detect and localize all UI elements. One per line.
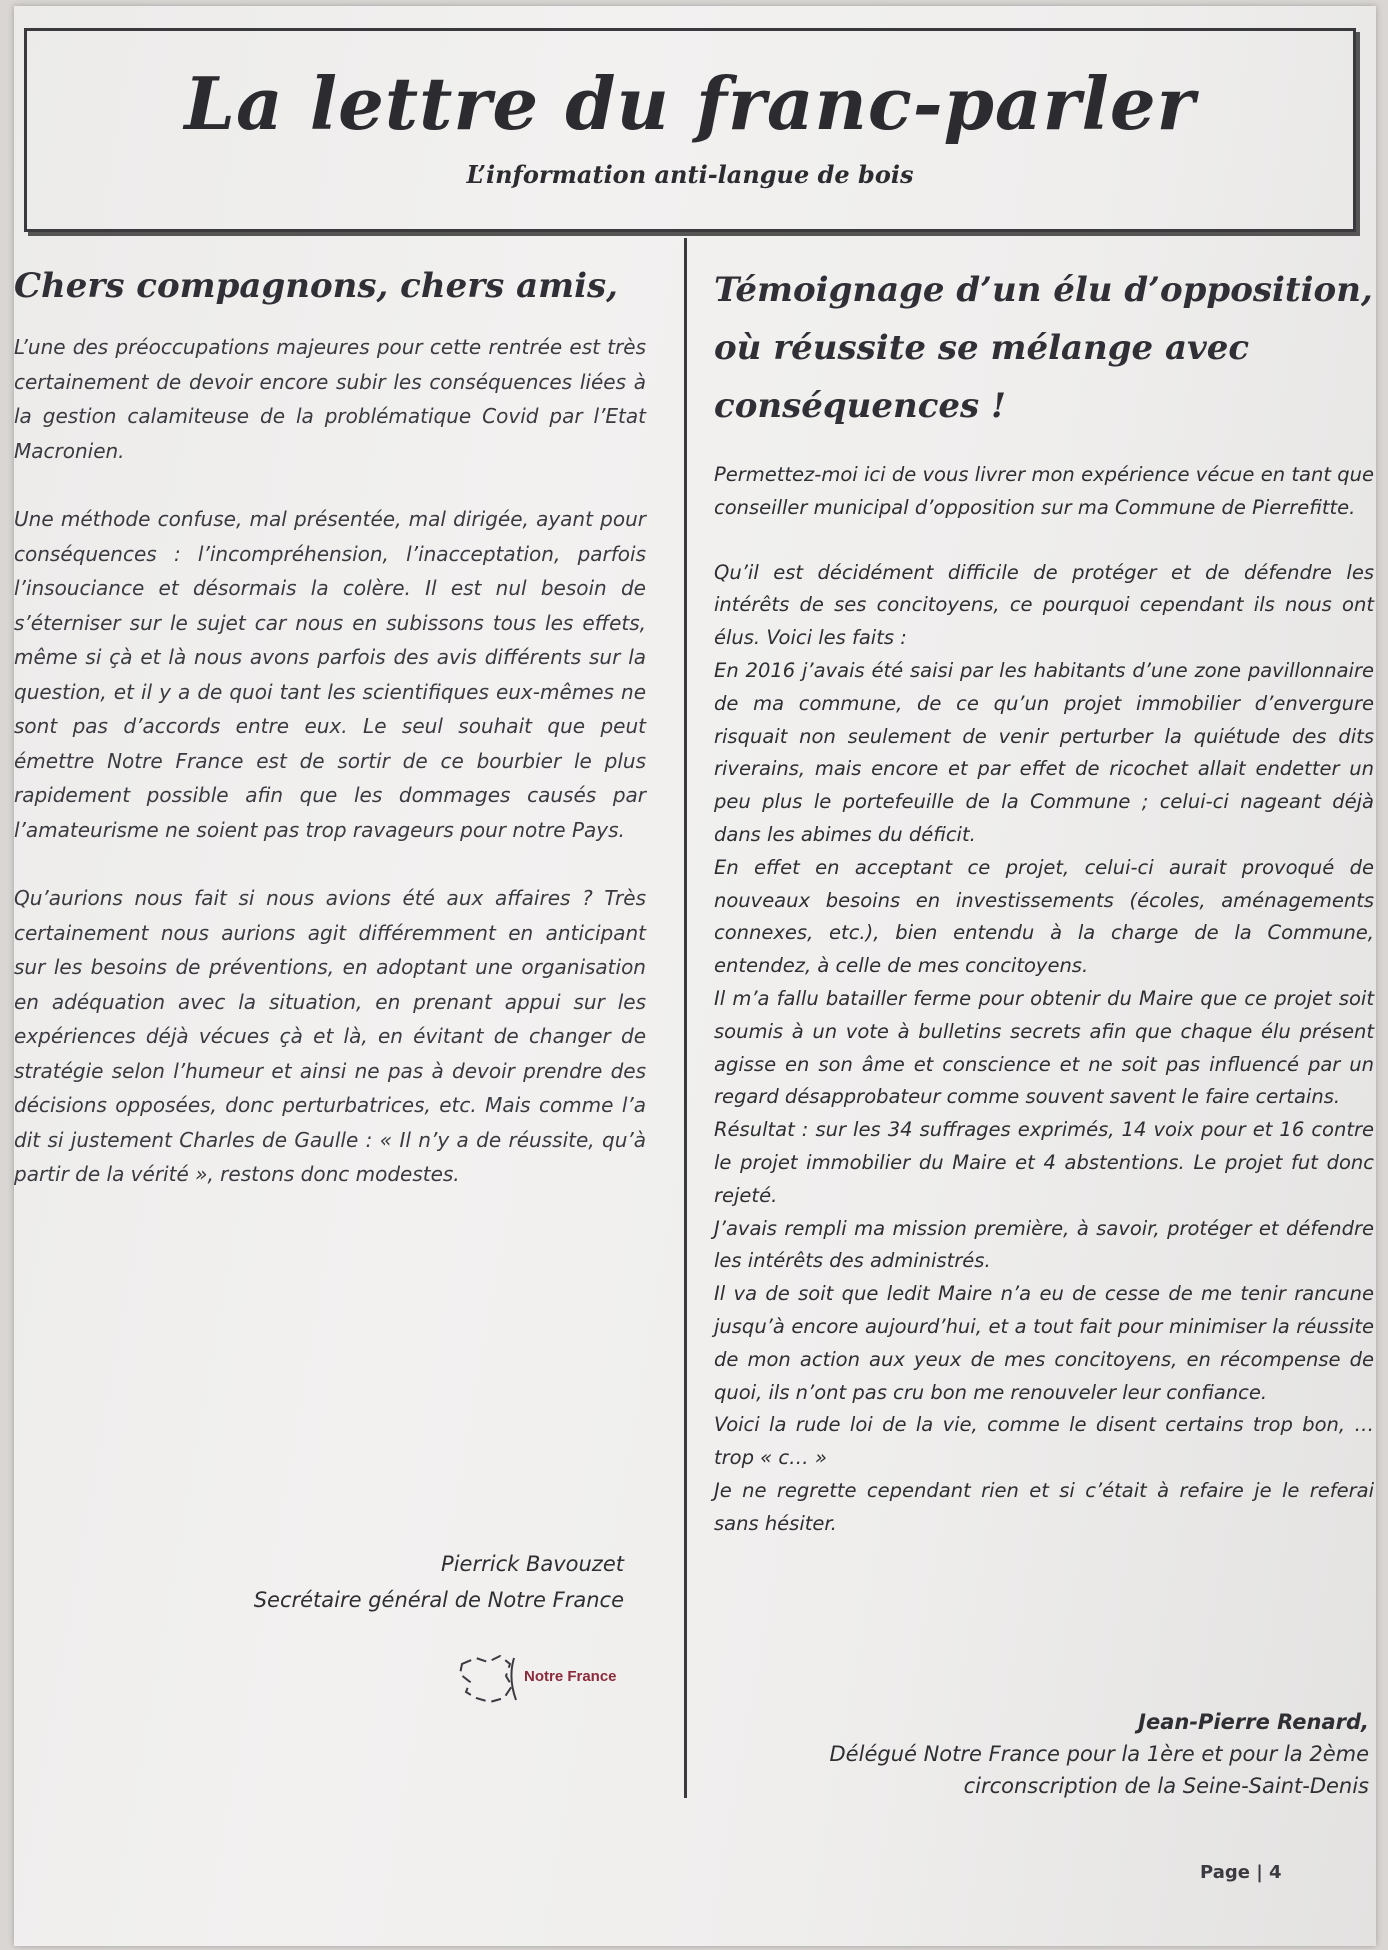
masthead: [24, 28, 1356, 232]
right-signature: [714, 1706, 1369, 1802]
logo-text: Notre France: [524, 1668, 617, 1685]
left-signature-role: Secrétaire général de Notre France: [253, 1588, 624, 1612]
column-divider: [684, 238, 687, 1798]
right-paragraph-9: Voici la rude loi de la vie, comme le disent certains trop bon, … trop « c… »: [714, 1413, 1374, 1470]
left-article-heading: Chers compagnons, chers amis,: [14, 266, 619, 306]
newsletter-page: [14, 6, 1376, 1946]
right-paragraph-7: J’avais rempli ma mission première, à savoir, protéger et défendre les intérêts des administrés.: [714, 1216, 1374, 1273]
newsletter-subtitle: L’information anti-langue de bois: [466, 160, 914, 189]
right-paragraph-4: En effet en acceptant ce projet, celui-ci aurait provoqué de nouveaux besoins en investissements (écoles, aménagements connexes, etc.), bien entendu à la charge de la Commune, entendez, à celle de mes concitoyens.: [714, 855, 1374, 978]
page-number: Page | 4: [1200, 1862, 1282, 1883]
left-signature: [14, 1546, 624, 1618]
left-signature-name: Pierrick Bavouzet: [441, 1552, 624, 1576]
right-signature-role: Délégué Notre France pour la 1ère et pour la 2ème circonscription de la Seine-Saint-Denis: [829, 1742, 1369, 1798]
left-paragraph-2: Une méthode confuse, mal présentée, mal dirigée, ayant pour conséquences : l’incompréhension, l’inacceptation, parfois l’insouciance et désormais la colère. Il est nul besoin de s’éterniser sur le sujet car nous en subissons tous les effets, même si çà et là nous avons parfois des avis différents sur la question, et il y a de quoi tant les scientifiques eux-mêmes ne sont pas d’accords entre eux. Le seul souhait que peut émettre Notre France est de sortir de ce bourbier le plus rapidement possible afin que les dommages causés par l’amateurisme ne soient pas trop ravageurs pour notre Pays.: [14, 507, 646, 842]
right-paragraph-5: Il m’a fallu batailler ferme pour obtenir du Maire que ce projet soit soumis à un vote à bulletins secrets afin que chaque élu présent agisse en son âme et conscience et ne soit pas influencé par un regard désapprobateur comme souvent savent le faire certains.: [714, 986, 1374, 1109]
right-paragraph-3: En 2016 j’avais été saisi par les habitants d’une zone pavillonnaire de ma commune, de ce qu’un projet immobilier d’envergure risquait non seulement de venir perturber la quiétude des dits riverains, mais encore et par effet de ricochet allait endetter un peu plus le portefeuille de la Commune ; celui-ci nageant déjà dans les abimes du déficit.: [714, 658, 1374, 846]
left-article: [14, 264, 646, 1226]
right-article-heading: Témoignage d’un élu d’opposition, où réussite se mélange avec conséquences !: [714, 270, 1373, 426]
left-paragraph-1: L’une des préoccupations majeures pour cette rentrée est très certainement de devoir encore subir les conséquences liées à la gestion calamiteuse de la problématique Covid par l’Etat Macronien.: [14, 335, 646, 463]
right-signature-name: Jean-Pierre Renard,: [1138, 1710, 1369, 1734]
right-paragraph-8: Il va de soit que ledit Maire n’a eu de cesse de me tenir rancune jusqu’à encore aujourd’hui, et a tout fait pour minimiser la réussite de mon action aux yeux de mes concitoyens, en récompense de quoi, ils n’ont pas cru bon me renouveler leur confiance.: [714, 1282, 1374, 1404]
left-paragraph-3: Qu’aurions nous fait si nous avions été aux affaires ? Très certainement nous aurions agit différemment en anticipant sur les besoins de préventions, en adoptant une organisation en adéquation avec la situation, en prenant appui sur les expériences déjà vécues çà et là, en évitant de changer de stratégie selon l’humeur et ainsi ne pas à devoir prendre des décisions opposées, donc perturbatrices, etc. Mais comme l’a dit si justement Charles de Gaulle : « Il n’y a de réussite, qu’à partir de la vérité », restons donc modestes.: [14, 886, 646, 1186]
right-paragraph-6: Résultat : sur les 34 suffrages exprimés, 14 voix pour et 16 contre le projet immobilier du Maire et 4 abstentions. Le projet fut donc rejeté.: [714, 1118, 1374, 1207]
right-article: [714, 261, 1374, 1541]
right-paragraph-1: Permettez-moi ici de vous livrer mon expérience vécue en tant que conseiller municipal d’opposition sur ma Commune de Pierrefitte.: [714, 463, 1374, 519]
newsletter-title: La lettre du franc-parler: [184, 61, 1196, 146]
right-paragraph-2: Qu’il est décidément difficile de protéger et de défendre les intérêts de ses concitoyens, ce pourquoi cependant ils nous ont élus. Voici les faits :: [714, 560, 1374, 650]
right-paragraph-10: Je ne regrette cependant rien et si c’était à refaire je le referai sans hésiter.: [714, 1478, 1374, 1535]
notre-france-logo: [454, 1652, 634, 1706]
